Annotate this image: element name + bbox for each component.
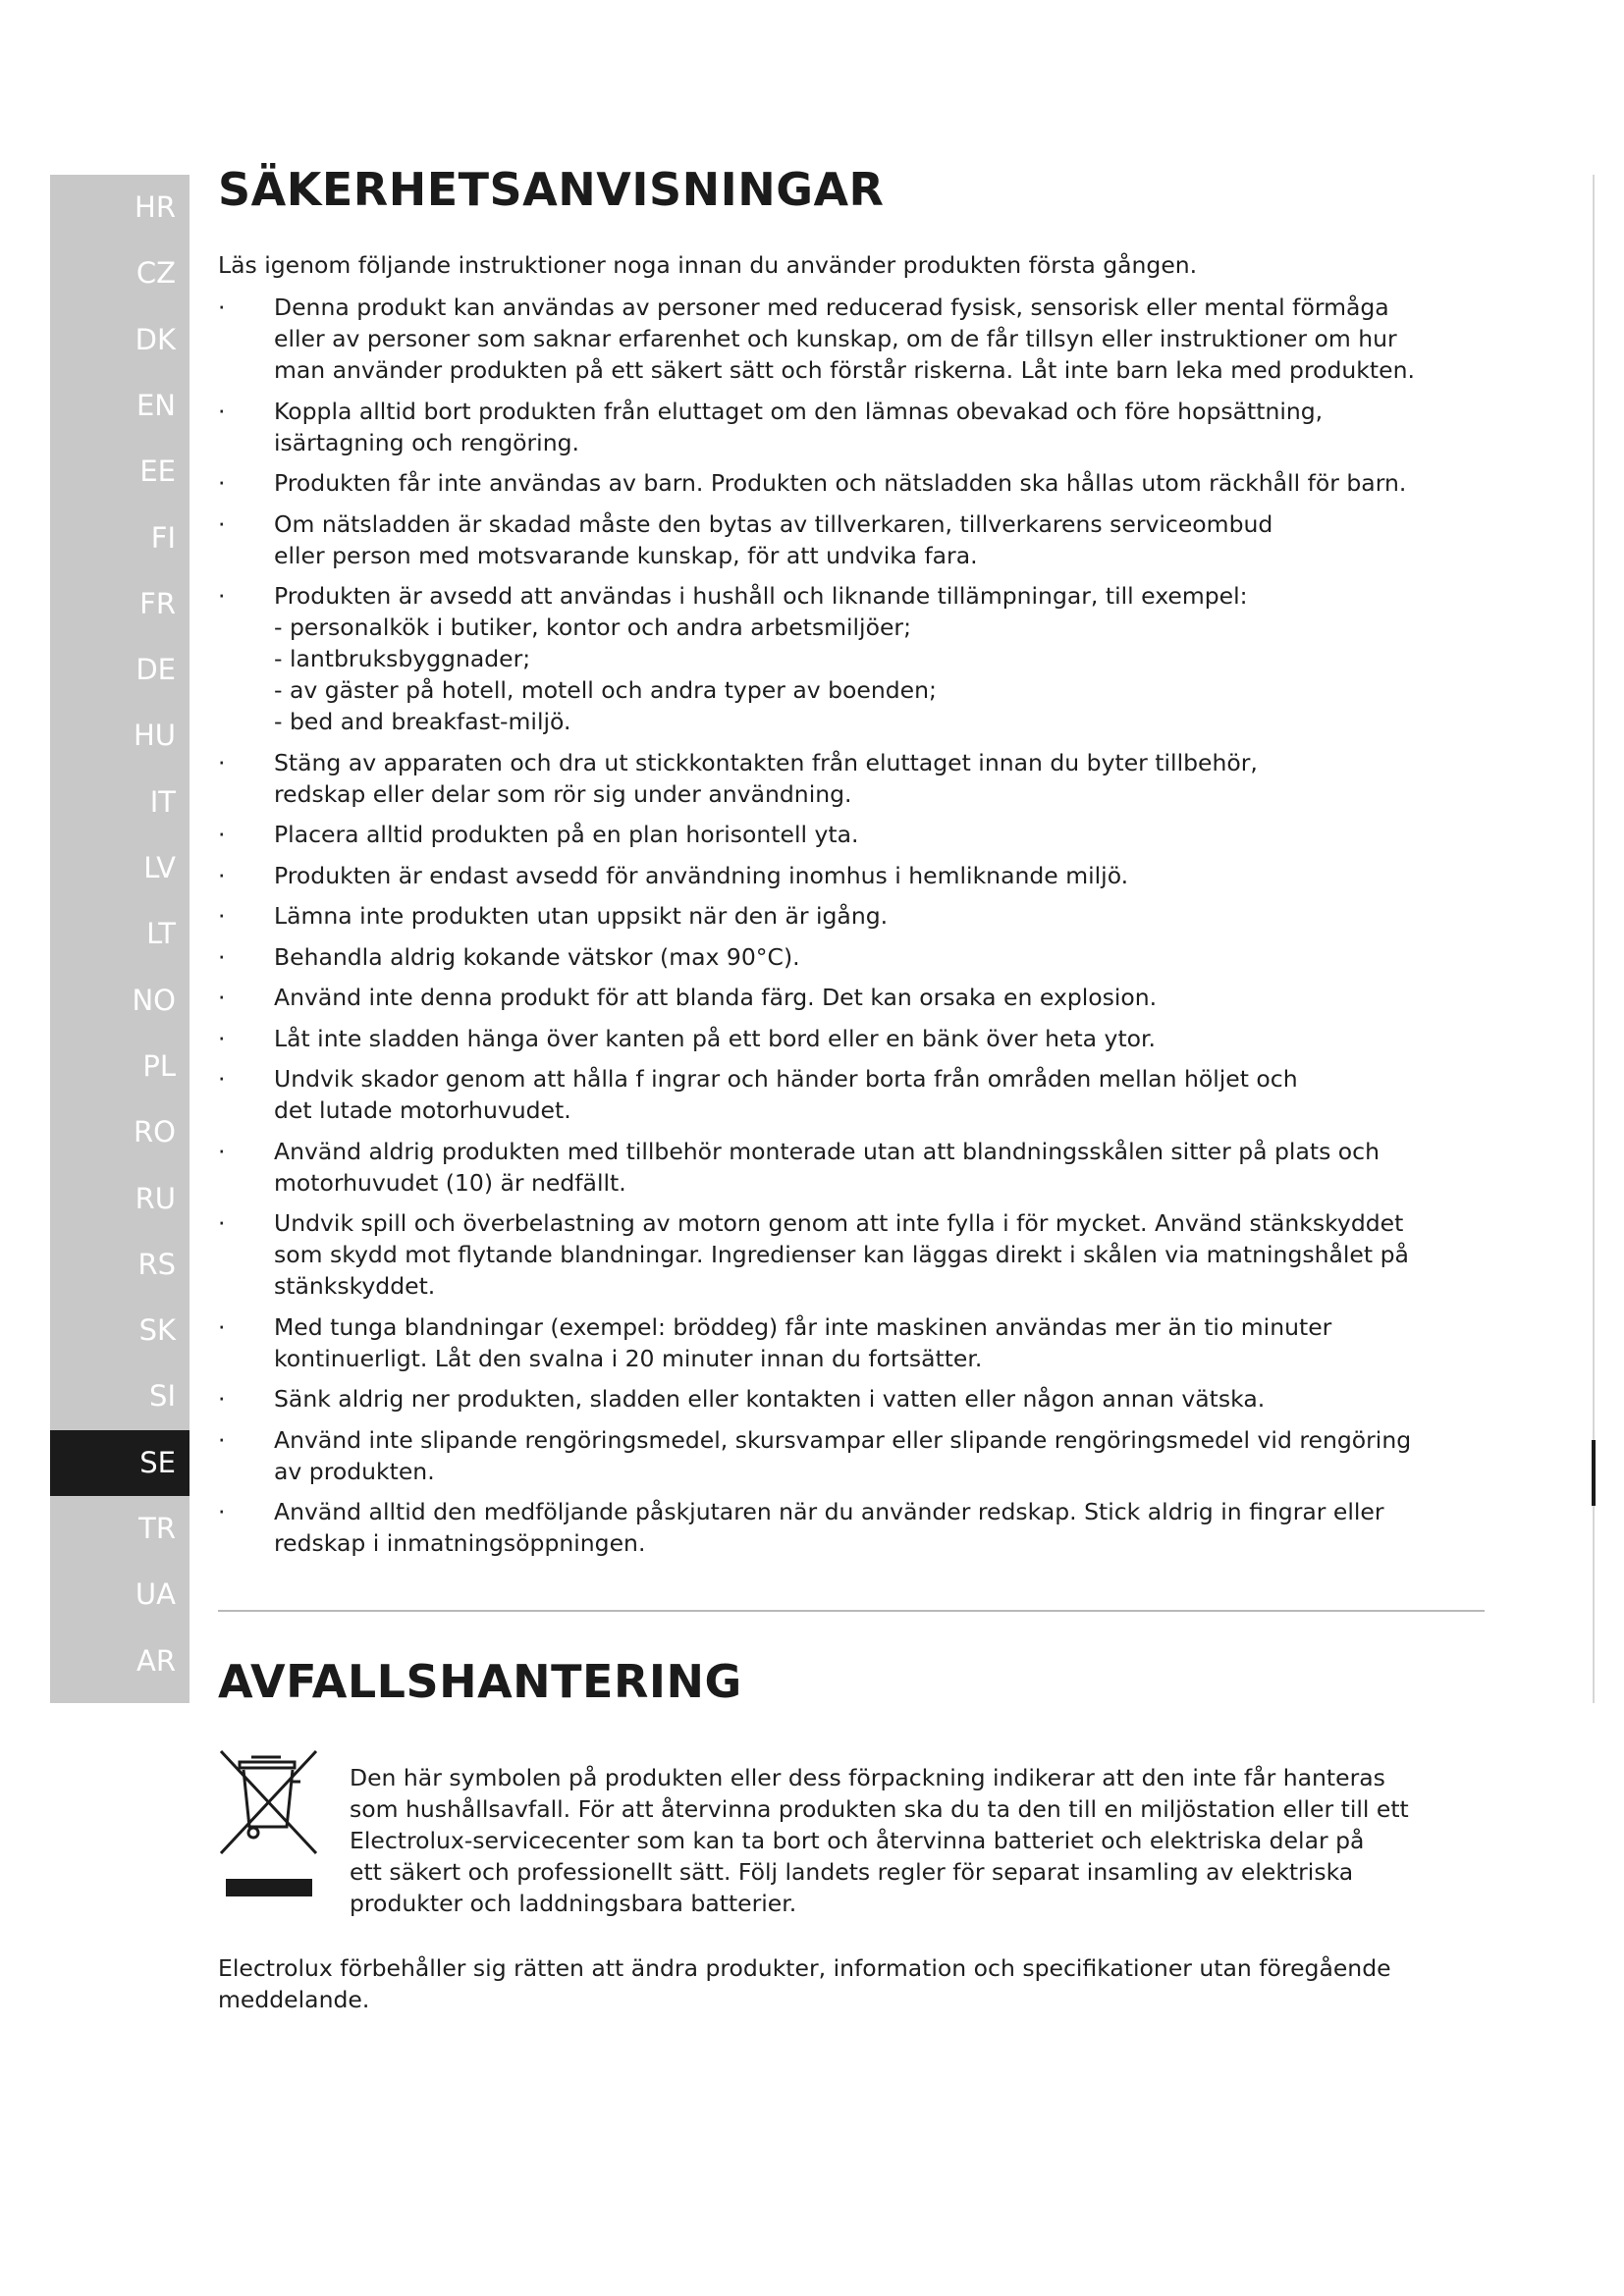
footer-disclaimer (218, 1952, 1494, 2015)
text-line: - bed and breakfast-miljö. (274, 708, 571, 735)
text-line: Använd inte denna produkt för att blanda färg. Det kan orsaka en explosion. (274, 984, 1158, 1011)
safety-intro: Läs igenom följande instruktioner noga innan du använder produkten första gången. (218, 251, 1198, 279)
list-item (218, 1136, 1494, 1199)
language-tab-it[interactable]: IT (149, 785, 176, 819)
text-line: Produkten är endast avsedd för användning inomhus i hemliknande miljö. (274, 861, 1129, 889)
text-line: Med tunga blandningar (exempel: bröddeg) får inte maskinen användas mer än tio minuter (274, 1312, 1332, 1341)
language-tab-ar[interactable]: AR (136, 1644, 176, 1678)
text-line: som hushållsavfall. För att återvinna produkten ska du ta den till en miljöstation eller till ett (350, 1795, 1409, 1823)
text-line: Lämna inte produkten utan uppsikt när den är igång. (274, 902, 889, 930)
text-line: motorhuvudet (10) är nedfällt. (274, 1168, 626, 1197)
list-item (218, 941, 1494, 973)
list-item (218, 580, 1494, 737)
language-tab-ro[interactable]: RO (134, 1115, 176, 1148)
text-line: ett säkert och professionellt sätt. Följ landets regler för separat insamling av elektriska (350, 1858, 1354, 1886)
text-line: meddelande. (218, 1986, 370, 2013)
text-line: Produkten får inte användas av barn. Produkten och nätsladden ska hållas utom räckhåll för barn. (274, 469, 1407, 497)
disposal-text (350, 1762, 1479, 1919)
language-tab-bar (50, 175, 189, 1703)
language-tab-fi[interactable]: FI (150, 521, 176, 555)
list-item (218, 1496, 1494, 1559)
language-tab-hu[interactable]: HU (133, 719, 176, 752)
text-line: - lantbruksbyggnader; (274, 645, 531, 672)
list-item (218, 508, 1494, 571)
safety-heading: SÄKERHETSANVISNINGAR (218, 163, 885, 216)
text-line: Sänk aldrig ner produkten, sladden eller kontakten i vatten eller någon annan vätska. (274, 1385, 1266, 1413)
text-line: - personalkök i butiker, kontor och andra arbetsmiljöer; (274, 614, 912, 641)
text-line: det lutade motorhuvudet. (274, 1096, 571, 1124)
text-line: produkter och laddningsbara batterier. (350, 1890, 797, 1917)
text-line: kontinuerligt. Låt den svalna i 20 minuter innan du fortsätter. (274, 1344, 983, 1372)
list-item (218, 819, 1494, 850)
text-line: Undvik skador genom att hålla f ingrar och händer borta från områden mellan höljet och (274, 1065, 1298, 1093)
text-line: stänkskyddet. (274, 1272, 436, 1300)
language-tab-no[interactable]: NO (132, 984, 176, 1017)
text-line: Denna produkt kan användas av personer med reducerad fysisk, sensorisk eller mental förmåga (274, 294, 1389, 321)
list-item (218, 292, 1494, 386)
text-line: Använd inte slipande rengöringsmedel, skursvampar eller slipande rengöringsmedel vid rengöring (274, 1425, 1412, 1454)
language-tab-de[interactable]: DE (135, 653, 176, 686)
text-line: Låt inte sladden hänga över kanten på ett bord eller en bänk över heta ytor. (274, 1024, 1157, 1052)
safety-instructions-list (218, 292, 1494, 1569)
list-item (218, 982, 1494, 1013)
list-item (218, 467, 1494, 499)
section-divider (218, 1610, 1485, 1612)
right-edge-marker (1592, 1440, 1596, 1506)
language-tab-pl[interactable]: PL (142, 1049, 176, 1083)
list-item (218, 1424, 1494, 1487)
text-line: Stäng av apparaten och dra ut stickkontakten från eluttaget innan du byter tillbehör, (274, 748, 1258, 776)
list-item (218, 1023, 1494, 1054)
language-tab-lt[interactable]: LT (146, 917, 176, 950)
text-line: - av gäster på hotell, motell och andra typer av boenden; (274, 676, 937, 704)
list-item (218, 1311, 1494, 1374)
list-item (218, 747, 1494, 810)
language-tab-fr[interactable]: FR (139, 587, 176, 620)
language-tab-sk[interactable]: SK (138, 1313, 176, 1347)
disposal-heading: AVFALLSHANTERING (218, 1655, 742, 1708)
text-line: Använd alltid den medföljande påskjutaren när du använder redskap. Stick aldrig in fingrar eller (274, 1498, 1384, 1525)
text-line: Placera alltid produkten på en plan horisontell yta. (274, 821, 859, 848)
text-line: redskap i inmatningsöppningen. (274, 1529, 646, 1557)
language-tab-tr[interactable]: TR (138, 1512, 176, 1545)
text-line: Electrolux förbehåller sig rätten att ändra produkter, information och specifikationer utan föregående (218, 1954, 1391, 1982)
language-tab-en[interactable]: EN (135, 389, 176, 422)
language-tab-si[interactable]: SI (149, 1379, 176, 1413)
language-tab-dk[interactable]: DK (135, 323, 176, 356)
language-tab-cz[interactable]: CZ (135, 256, 176, 290)
list-item (218, 1207, 1494, 1302)
text-line: Undvik spill och överbelastning av motorn genom att inte fylla i för mycket. Använd stänkskyddet (274, 1209, 1404, 1237)
text-line: Electrolux-servicecenter som kan ta bort och återvinna batteriet och elektriska delar på (350, 1827, 1365, 1854)
text-line: av produkten. (274, 1457, 435, 1485)
text-line: Behandla aldrig kokande vätskor (max 90°C). (274, 942, 800, 971)
text-line: eller person med motsvarande kunskap, för att undvika fara. (274, 541, 978, 569)
list-item (218, 900, 1494, 932)
crossed-out-wheelie-bin-icon (218, 1748, 320, 1899)
text-line: Produkten är avsedd att användas i hushåll och liknande tillämpningar, till exempel: (274, 582, 1248, 610)
list-item (218, 860, 1494, 891)
text-line: Koppla alltid bort produkten från eluttaget om den lämnas obevakad och före hopsättning, (274, 397, 1324, 425)
list-item (218, 396, 1494, 458)
language-tab-lv[interactable]: LV (143, 851, 176, 884)
text-line: isärtagning och rengöring. (274, 428, 579, 456)
text-line: man använder produkten på ett säkert sätt och förstår riskerna. Låt inte barn leka med produkten. (274, 356, 1415, 384)
language-tab-se[interactable]: SE (50, 1430, 189, 1496)
language-tab-ee[interactable]: EE (139, 454, 176, 488)
language-tab-hr[interactable]: HR (135, 190, 176, 224)
language-tab-ua[interactable]: UA (135, 1577, 176, 1611)
text-line: Den här symbolen på produkten eller dess förpackning indikerar att den inte får hanteras (350, 1764, 1385, 1791)
list-item (218, 1063, 1494, 1126)
text-line: redskap eller delar som rör sig under användning. (274, 779, 852, 808)
text-line: Använd aldrig produkten med tillbehör monterade utan att blandningsskålen sitter på plats och (274, 1137, 1380, 1165)
language-tab-ru[interactable]: RU (135, 1182, 176, 1215)
text-line: som skydd mot flytande blandningar. Ingredienser kan läggas direkt i skålen via matningshålet på (274, 1241, 1409, 1268)
list-item (218, 1383, 1494, 1415)
language-tab-rs[interactable]: RS (137, 1248, 176, 1281)
text-line: eller av personer som saknar erfarenhet och kunskap, om de får tillsyn eller instruktioner om hur (274, 325, 1397, 352)
text-line: Om nätsladden är skadad måste den bytas av tillverkaren, tillverkarens serviceombud (274, 509, 1273, 538)
